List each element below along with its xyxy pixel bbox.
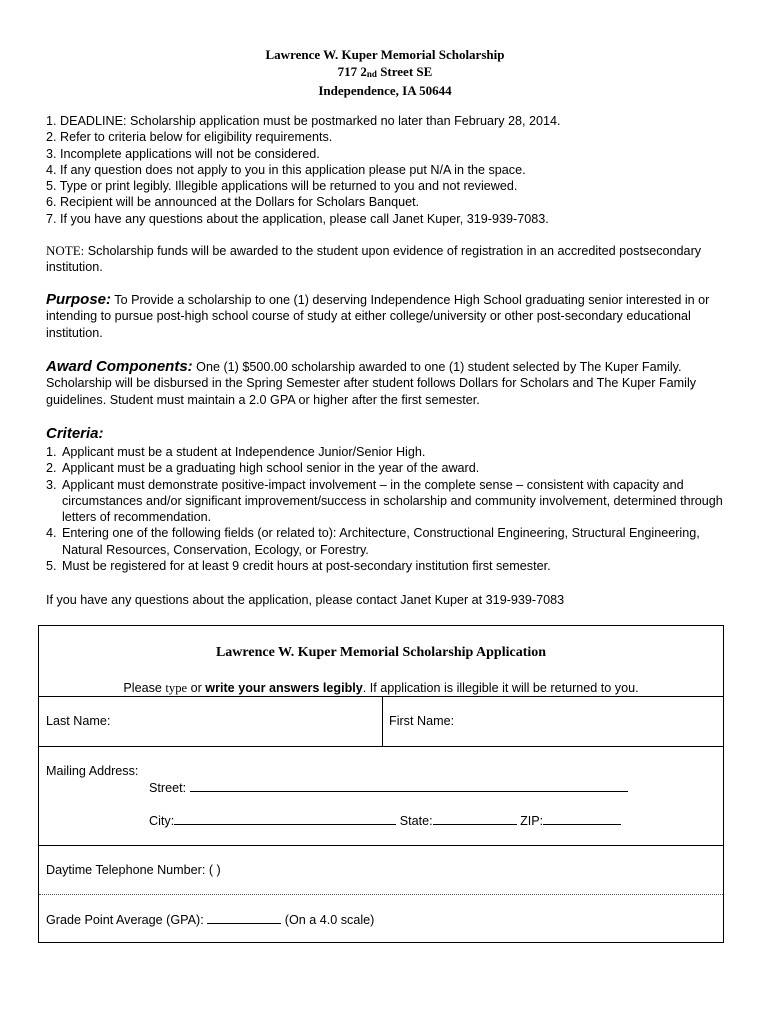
divider xyxy=(39,696,723,697)
award-label: Award Components: xyxy=(46,358,193,375)
first-name-field[interactable]: First Name: xyxy=(389,714,455,728)
city-field[interactable]: City: xyxy=(149,814,396,828)
header-title: Lawrence W. Kuper Memorial Scholarship xyxy=(265,47,505,62)
purpose-text: To Provide a scholarship to one (1) deserving Independence High School graduating senior interested in or intending to pursue post-high school course of study at either college/university or other post-secondary educational institution. xyxy=(46,293,710,340)
note-paragraph xyxy=(46,243,736,276)
criteria-item: 3. Applicant must demonstrate positive-impact involvement – in the complete sense – consistent with capacity and circumstances and/or significant improvement/success in scholarship and community involvement, determined through letters of recommendation. xyxy=(46,477,723,525)
form-title: Lawrence W. Kuper Memorial Scholarship Application xyxy=(215,645,547,660)
divider xyxy=(39,746,723,747)
state-field[interactable]: State: xyxy=(400,814,517,828)
last-name-field[interactable]: Last Name: xyxy=(46,714,111,728)
document-header xyxy=(0,46,770,99)
address-line xyxy=(149,813,621,828)
criteria-item: 5. Must be registered for at least 9 credit hours at post-secondary institution first semester. xyxy=(46,559,551,574)
mailing-address-label: Mailing Address: xyxy=(46,764,139,778)
criteria-heading: Criteria: xyxy=(46,425,104,442)
award-paragraph xyxy=(46,359,736,408)
contact-line: If you have any questions about the application, please contact Janet Kuper at 319-939-7083 xyxy=(46,593,565,607)
instructions-list xyxy=(46,113,561,227)
purpose-paragraph xyxy=(46,292,736,341)
zip-field[interactable]: ZIP: xyxy=(520,814,621,828)
divider xyxy=(39,894,723,895)
award-text: One (1) $500.00 scholarship awarded to one (1) student selected by The Kuper Family. Scholarship will be disbursed in the Spring Semester after student follows Dollars for Scholars and The Kuper Family guidelines. Student must maintain a 2.0 GPA or higher after the first semester. xyxy=(46,360,697,407)
divider xyxy=(382,696,383,746)
instruction-item: 6. Recipient will be announced at the Dollars for Scholars Banquet. xyxy=(46,195,420,210)
note-text: Scholarship funds will be awarded to the student upon evidence of registration in an accredited postsecondary institution. xyxy=(46,244,702,275)
instruction-item: 7. If you have any questions about the application, please call Janet Kuper, 319-939-7083. xyxy=(46,211,549,226)
criteria-item: 1. Applicant must be a student at Independence Junior/Senior High. xyxy=(46,445,426,459)
criteria-item: 2. Applicant must be a graduating high school senior in the year of the award. xyxy=(46,461,480,476)
instruction-item: 2. Refer to criteria below for eligibility requirements. xyxy=(46,130,333,145)
purpose-label: Purpose: xyxy=(46,291,112,308)
instruction-item: 5. Type or print legibly. Illegible applications will be returned to you and not reviewed. xyxy=(46,179,518,194)
note-label: NOTE: xyxy=(46,243,85,258)
criteria-item: 4. Entering one of the following fields (or related to): Architecture, Constructional Engineering, Structural Engineering, Natural Resources, Conservation, Ecology, or Forestry. xyxy=(46,526,700,557)
street-field[interactable]: Street: xyxy=(149,780,628,795)
instruction-item: 4. If any question does not apply to you in this application please put N/A in the space. xyxy=(46,162,526,177)
phone-field[interactable]: Daytime Telephone Number: ( ) xyxy=(46,863,221,877)
instruction-item: 3. Incomplete applications will not be considered. xyxy=(46,146,320,161)
form-instructions: Please type or write your answers legibly. If application is illegible it will be returned to you. xyxy=(123,681,639,695)
divider xyxy=(39,845,723,846)
header-city: Independence, IA 50644 xyxy=(318,83,452,98)
gpa-field[interactable]: Grade Point Average (GPA): (On a 4.0 scale) xyxy=(46,913,375,927)
application-form xyxy=(38,625,724,943)
header-address: 717 $2_{nd}$ Street SE xyxy=(337,64,433,79)
criteria-list xyxy=(46,444,736,574)
instruction-item: 1. DEADLINE: Scholarship application must be postmarked no later than February 28, 2014. xyxy=(46,114,561,128)
